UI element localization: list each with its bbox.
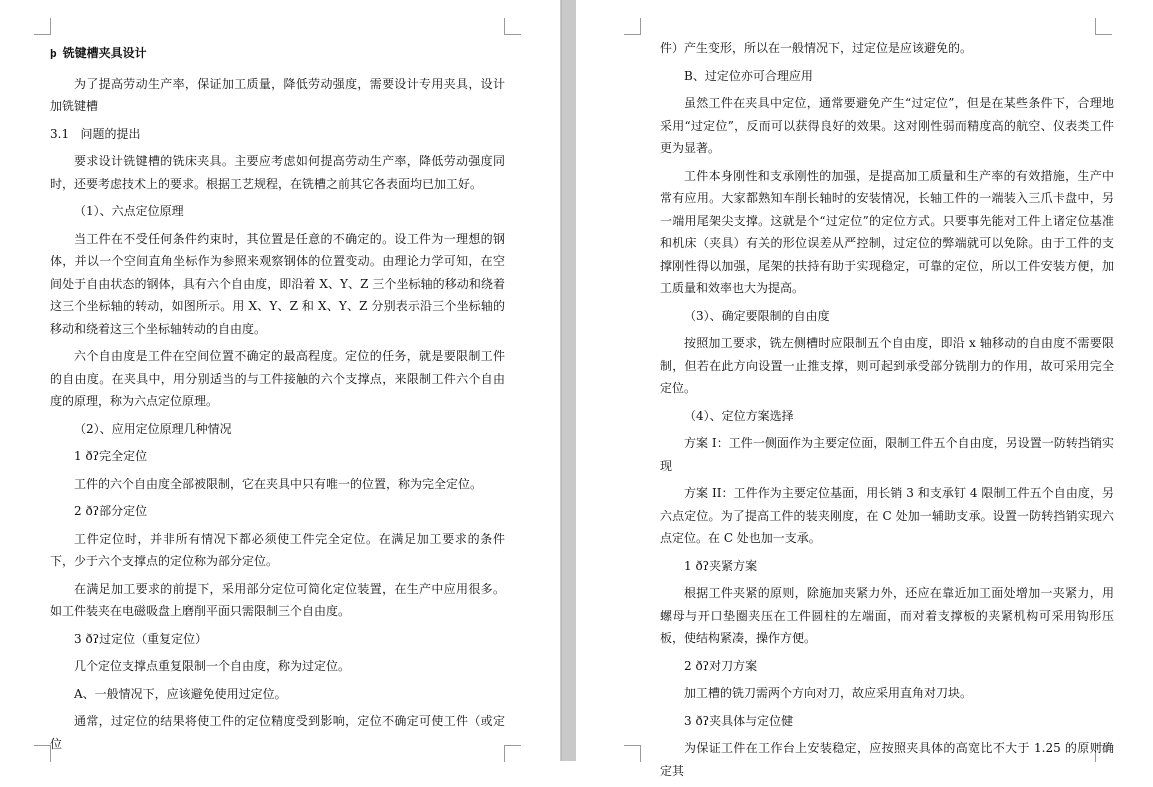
paragraph: 根据工件夹紧的原则，除施加夹紧力外，还应在靠近加工面处增加一夹紧力，用螺母与开口垫圈夹压在工件圆柱的左端面，而对着支撑板的夹紧机构可采用钩形压板，使结构紧凑，操作方便。 [660,586,1114,645]
section-heading-text: 铣键槽夹具设计 [62,46,147,60]
document-page-right [576,0,1153,778]
paragraph: 为保证工件在工作台上安装稳定，应按照夹具体的高宽比不大于 1.25 的原则确定其 [660,741,1114,778]
paragraph: 加工槽的铣刀需两个方向对刀，故应采用直角对刀块。 [684,686,973,700]
paragraph: （3）、确定要限制的自由度 [684,308,830,323]
paragraph: 工件定位时，并非所有情况下都必须使工件完全定位。在满足加工要求的条件下，少于六个支撑点的定位称为部分定位。 [50,531,505,568]
paragraph: 3.1 问题的提出 [50,126,141,141]
section-heading [50,42,505,66]
heading-marker: þ [50,47,57,60]
paragraph: 方案 I：工件一侧面作为主要定位面，限制工件五个自由度，另设置一防转挡销实现 [660,436,1114,473]
crop-mark-top-left [34,18,51,35]
page-gutter [560,0,576,761]
crop-mark-bottom-left [624,745,641,762]
paragraph: 当工件在不受任何条件约束时，其位置是任意的不确定的。设工件为一理想的钢体，并以一个空间直角坐标作为参照来观察钢体的位置变动。由理论力学可知，在空间处于自由状态的钢体，具有六个自由度，即沿着 X、Y、Z 三个坐标轴的移动和绕着这三个坐标轴的转动，如图所示。用 X、Y、Z 和 X、Y、Z 分别表示沿三个坐标轴的移动和绕着这三个坐标轴转动的自由度。 [50,231,505,336]
paragraph: （2）、应用定位原理几种情况 [74,421,232,436]
crop-mark-bottom-right [504,745,521,762]
paragraph: 虽然工件在夹具中定位，通常要避免产生“过定位”，但是在某些条件下，合理地采用“过定位”，反而可以获得良好的效果。这对刚性弱而精度高的航空、仪表类工件更为显著。 [660,96,1114,155]
crop-mark-top-right [1095,18,1112,35]
paragraph: （1）、六点定位原理 [74,204,184,218]
paragraph: 2 ðʔ对刀方案 [684,658,758,673]
paragraph: 1 ðʔ完全定位 [74,449,148,463]
paragraph: 要求设计铣键槽的铣床夹具。主要应考虑如何提高劳动生产率，降低劳动强度同时，还要考虑技术上的要求。根据工艺规程，在铣槽之前其它各表面均已加工好。 [50,154,505,191]
crop-mark-top-left [624,18,641,35]
paragraph: A、一般情况下，应该避免使用过定位。 [74,686,287,701]
page-gutter-edge [561,0,562,761]
page-body-right [660,37,1114,787]
paragraph: 方案 II：工件作为主要定位基面，用长销 3 和支承钉 4 限制工件五个自由度，另六点定位。为了提高工件的装夹刚度，在 C 处加一辅助支承。设置一防转挡销实现六点定位。在 C 处也加一支承。 [660,486,1114,545]
paragraph: 件）产生变形，所以在一般情况下，过定位是应该避免的。 [660,41,973,55]
paragraph: 3 ðʔ夹具体与定位健 [684,713,794,728]
paragraph: 1 ðʔ夹紧方案 [684,558,758,573]
paragraph: 按照加工要求，铣左侧槽时应限制五个自由度，即沿 x 轴移动的自由度不需要限制，但若在此方向设置一止推支撑，则可起到承受部分铣削力的作用，故可采用完全定位。 [660,336,1114,395]
paragraph: 六个自由度是工件在空间位置不确定的最高程度。定位的任务，就是要限制工件的自由度。在夹具中，用分别适当的与工件接触的六个支撑点，来限制工件六个自由度的原理，称为六点定位原理。 [50,349,505,408]
paragraph: 2 ðʔ部分定位 [74,504,148,518]
paragraph: 工件本身刚性和支承刚性的加强，是提高加工质量和生产率的有效措施，生产中常有应用。大家都熟知车削长轴时的安装情况，长轴工件的一端装入三爪卡盘中，另一端用尾架尖支撑。这就是个“过定位”的定位方式。只要事先能对工件上诸定位基准和机床（夹具）有关的形位误差从严控制，过定位的弊端就可以免除。由于工件的支撑刚性得以加强，尾架的扶持有助于实现稳定，可靠的定位，所以工件安装方便，加工质量和效率也大为提高。 [660,168,1114,295]
document-page-left [0,0,560,761]
page-body-left [50,42,505,760]
paragraph: 为了提高劳动生产率，保证加工质量，降低劳动强度，需要设计专用夹具，设计加铣键槽 [50,76,505,113]
paragraph: 几个定位支撑点重复限制一个自由度，称为过定位。 [74,659,351,673]
paragraph: 通常，过定位的结果将使工件的定位精度受到影响，定位不确定可使工件（或定位 [50,714,505,751]
crop-mark-top-right [504,18,521,35]
paragraph: 在满足加工要求的前提下，采用部分定位可简化定位装置，在生产中应用很多。如工件装夹在电磁吸盘上磨削平面只需限制三个自由度。 [50,581,505,618]
paragraph: B、过定位亦可合理应用 [684,68,813,83]
paragraph: （4）、定位方案选择 [684,408,794,423]
paragraph: 3 ðʔ过定位（重复定位） [74,631,208,646]
crop-mark-bottom-left [34,745,51,762]
paragraph: 工件的六个自由度全部被限制，它在夹具中只有唯一的位置，称为完全定位。 [74,476,483,491]
